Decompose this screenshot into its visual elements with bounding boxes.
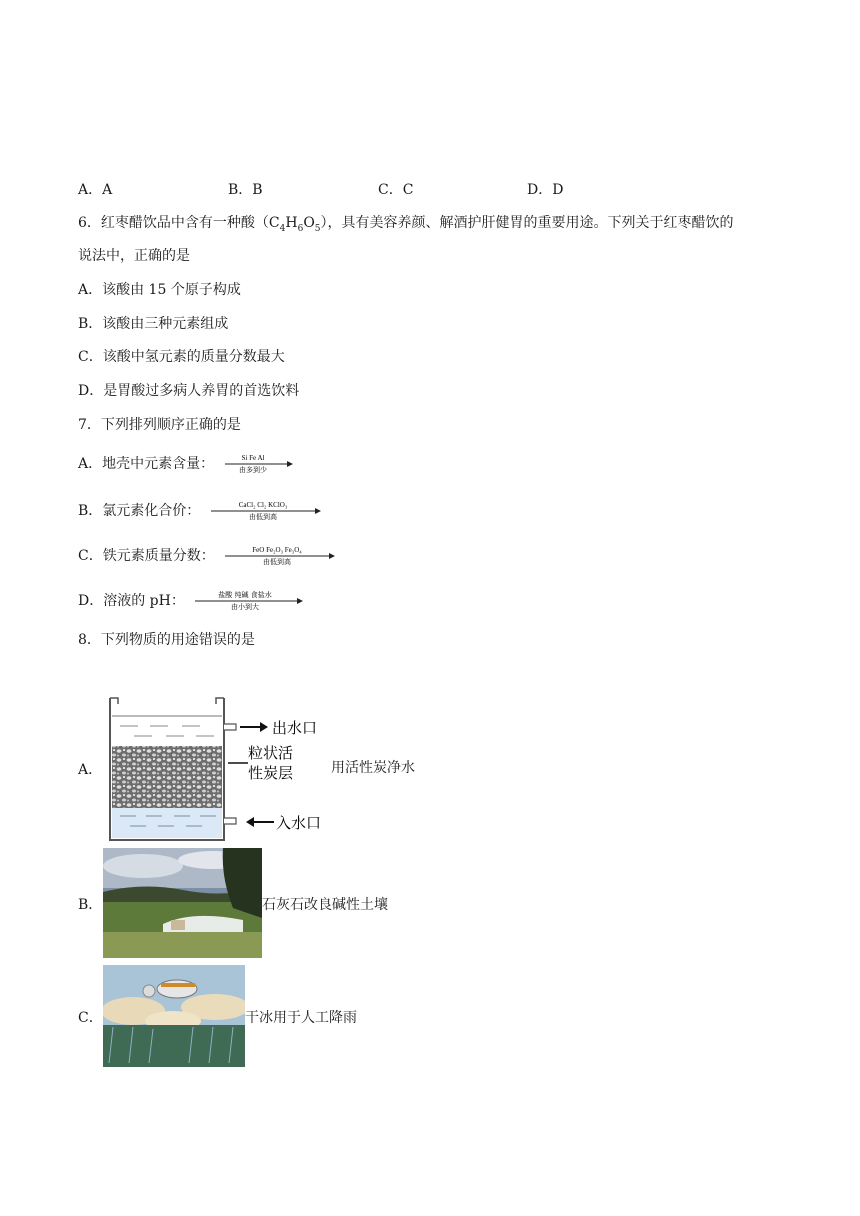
filter-inlet-label: 入水口 (276, 814, 322, 832)
q6-option-b: B．该酸由三种元素组成 (78, 316, 229, 332)
q6-option-c: C．该酸中氢元素的质量分数最大 (78, 349, 285, 365)
q7-d-top: 盐酸 纯碱 食盐水 (218, 591, 273, 599)
q8-stem: 8．下列物质的用途错误的是 (78, 632, 255, 648)
q7-c-arrow (223, 545, 335, 567)
q7-option-c: C．铁元素质量分数： FeO Fe₂O₃ Fe₃O₄ 由低到高 (78, 545, 335, 567)
q8-option-b-letter: B． (78, 897, 103, 913)
q6-option-a: A．该酸由 15 个原子构成 (78, 282, 241, 298)
q8-option-b-caption: 石灰石改良碱性土壤 (262, 897, 388, 913)
q5-option-c: C．C (378, 182, 414, 198)
q7-option-d: D．溶液的 pH： 盐酸 纯碱 食盐水 由小到大 (78, 590, 303, 612)
q7-option-b: B．氯元素化合价： CaCl₂ Cl₂ KClO₃ 由低到高 (78, 500, 321, 522)
q8-option-c-letter: C． (78, 1010, 103, 1026)
field-photo (103, 848, 262, 958)
q8-option-c-caption: 干冰用于人工降雨 (245, 1010, 357, 1026)
q5-option-a: A．A (78, 182, 113, 198)
filter-layer-label-1: 粒状活 (248, 744, 294, 762)
filter-layer-label-2: 性炭层 (248, 764, 294, 782)
q6-stem-line2: 说法中，正确的是 (78, 248, 190, 264)
q7-b-top: CaCl₂ Cl₂ KClO₃ (238, 501, 288, 509)
q8-option-a-letter: A． (78, 762, 103, 778)
q7-a-arrow (223, 453, 293, 475)
q8-option-a-caption: 用活性炭净水 (331, 760, 415, 776)
q7-a-bottom: 由多到少 (238, 466, 267, 474)
q7-c-top: FeO Fe₂O₃ Fe₃O₄ (252, 546, 302, 554)
q5-option-d: D．D (527, 182, 564, 198)
q6-stem-line1: 6．红枣醋饮品中含有一种酸$(C_4H_6O_5)$，具有美容养颜、解酒护肝健胃的重要用途。下列关于红枣醋饮的 (78, 215, 734, 234)
q7-b-arrow (209, 500, 321, 522)
q5-option-b: B．B (228, 182, 263, 198)
q7-a-top: Si Fe Al (241, 454, 265, 462)
q6-option-d: D．是胃酸过多病人养胃的首选饮料 (78, 383, 300, 399)
filter-outlet-label: 出水口 (272, 719, 318, 737)
carbon-filter-figure (106, 694, 336, 844)
q7-d-bottom: 由小到大 (231, 603, 260, 611)
cloud-seeding-illustration (103, 965, 245, 1067)
q7-d-arrow (193, 590, 303, 612)
q7-option-a: A．地壳中元素含量： Si Fe Al 由多到少 (78, 453, 293, 475)
q7-b-bottom: 由低到高 (248, 513, 277, 521)
q7-c-bottom: 由低到高 (263, 558, 292, 566)
q7-stem: 7．下列排列顺序正确的是 (78, 417, 241, 433)
